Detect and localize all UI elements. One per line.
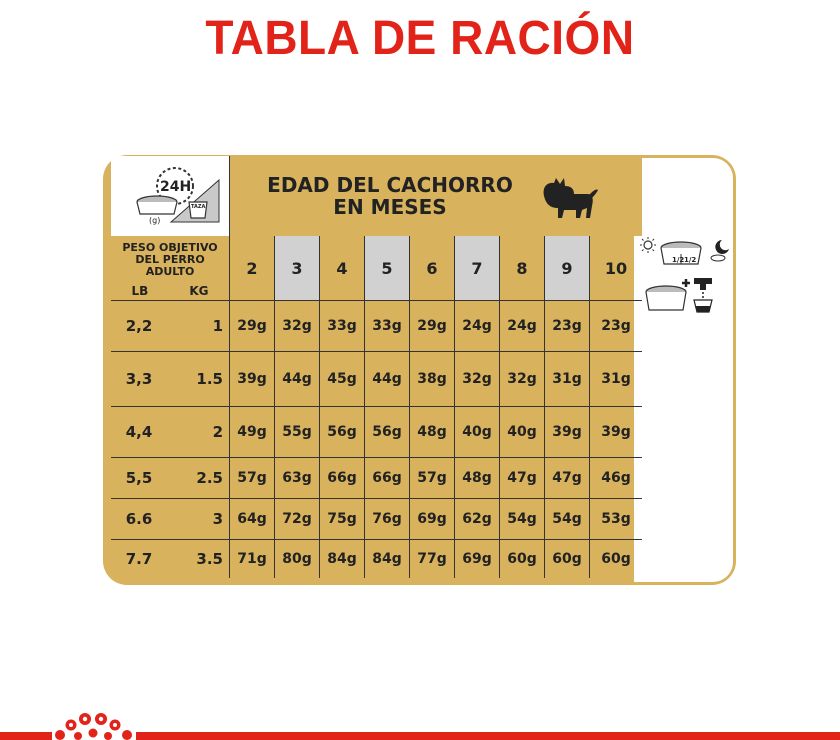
ration-cell: 57g <box>230 458 275 499</box>
table-row <box>111 301 642 352</box>
age-header <box>230 156 643 236</box>
kg-cell: 1.5 <box>167 352 230 407</box>
ration-cell: 55g <box>275 407 320 458</box>
lb-header: LB <box>131 284 149 298</box>
ration-cell: 33g <box>320 301 365 352</box>
ration-cell: 69g <box>455 540 500 579</box>
ration-cell: 53g <box>590 499 643 540</box>
ration-cell: 56g <box>365 407 410 458</box>
ration-cell: 40g <box>455 407 500 458</box>
kg-header: KG <box>189 284 209 298</box>
ration-cell: 60g <box>545 540 590 579</box>
feeding-instructions-icon <box>634 234 733 334</box>
ration-cell: 44g <box>365 352 410 407</box>
svg-text:24H: 24H <box>160 179 192 195</box>
age-cell: 9 <box>545 236 590 301</box>
kg-cell: 2.5 <box>167 458 230 499</box>
lb-cell: 2,2 <box>111 301 167 352</box>
age-cell: 7 <box>455 236 500 301</box>
ration-cell: 46g <box>590 458 643 499</box>
lb-cell: 6.6 <box>111 499 167 540</box>
puppy-icon <box>530 166 600 226</box>
ration-cell: 60g <box>500 540 545 579</box>
ration-cell: 32g <box>500 352 545 407</box>
age-cell: 2 <box>230 236 275 301</box>
ration-cell: 47g <box>545 458 590 499</box>
lb-cell: 4,4 <box>111 407 167 458</box>
ration-cell: 23g <box>545 301 590 352</box>
ration-cell: 29g <box>410 301 455 352</box>
ration-cell: 32g <box>275 301 320 352</box>
ration-cell: 54g <box>500 499 545 540</box>
ration-cell: 23g <box>590 301 643 352</box>
kg-cell: 3 <box>167 499 230 540</box>
lb-cell: 5,5 <box>111 458 167 499</box>
weight-header: PESO OBJETIVO DEL PERRO ADULTO LB KG <box>111 236 230 301</box>
ration-cell: 48g <box>455 458 500 499</box>
lb-cell: 7.7 <box>125 550 153 568</box>
lb-cell: 3,3 <box>111 352 167 407</box>
table-row <box>111 352 642 407</box>
kg-cell: 3.5 <box>196 550 223 568</box>
ration-cell: 54g <box>545 499 590 540</box>
ration-cell: 84g <box>320 540 365 579</box>
ration-cell: 71g <box>230 540 275 579</box>
ration-cell: 66g <box>320 458 365 499</box>
svg-text:TAZA: TAZA <box>191 204 206 210</box>
ration-cell: 64g <box>230 499 275 540</box>
ration-cell: 24g <box>500 301 545 352</box>
age-cell: 6 <box>410 236 455 301</box>
svg-text:1/2: 1/2 <box>672 256 685 264</box>
ration-cell: 47g <box>500 458 545 499</box>
page-title: TABLA DE RACIÓN <box>205 9 635 65</box>
ration-cell: 45g <box>320 352 365 407</box>
ration-cell: 44g <box>275 352 320 407</box>
daily-ration-icon <box>115 156 225 232</box>
ration-cell: 60g <box>590 540 643 579</box>
ration-cell: 62g <box>455 499 500 540</box>
ration-cell: 40g <box>500 407 545 458</box>
kg-cell: 1 <box>167 301 230 352</box>
ration-cell: 57g <box>410 458 455 499</box>
ration-cell: 75g <box>320 499 365 540</box>
age-cell: 5 <box>365 236 410 301</box>
ration-cell: 31g <box>590 352 643 407</box>
footer-line-right <box>136 732 840 740</box>
age-cell: 4 <box>320 236 365 301</box>
ration-cell: 24g <box>455 301 500 352</box>
age-cell: 8 <box>500 236 545 301</box>
ration-cell: 80g <box>275 540 320 579</box>
kg-cell: 2 <box>167 407 230 458</box>
feeding-icons-panel <box>634 158 733 582</box>
ration-cell: 66g <box>365 458 410 499</box>
ration-cell: 77g <box>410 540 455 579</box>
ration-cell: 29g <box>230 301 275 352</box>
ration-cell: 39g <box>590 407 643 458</box>
svg-text:(g): (g) <box>149 216 161 225</box>
ration-cell: 32g <box>455 352 500 407</box>
ration-cell: 72g <box>275 499 320 540</box>
ration-cell: 63g <box>275 458 320 499</box>
age-cell: 3 <box>275 236 320 301</box>
ration-cell: 39g <box>230 352 275 407</box>
age-cell: 10 <box>590 236 643 301</box>
svg-text:1/2: 1/2 <box>684 256 697 264</box>
daily-ration-icon-cell <box>111 156 230 236</box>
ration-cell: 69g <box>410 499 455 540</box>
ration-cell: 31g <box>545 352 590 407</box>
table-row <box>111 540 642 579</box>
ration-table <box>111 156 642 578</box>
ration-cell: 33g <box>365 301 410 352</box>
table-row <box>111 407 642 458</box>
footer-line-left <box>0 732 52 740</box>
ration-cell: 84g <box>365 540 410 579</box>
ration-cell: 48g <box>410 407 455 458</box>
table-row <box>111 499 642 540</box>
ration-cell: 56g <box>320 407 365 458</box>
royal-crown-logo-icon <box>54 709 134 740</box>
ration-cell: 39g <box>545 407 590 458</box>
ration-cell: 49g <box>230 407 275 458</box>
table-row <box>111 458 642 499</box>
ration-cell: 38g <box>410 352 455 407</box>
ration-cell: 76g <box>365 499 410 540</box>
age-header-text: EDAD DEL CACHORRO EN MESES <box>267 173 513 219</box>
